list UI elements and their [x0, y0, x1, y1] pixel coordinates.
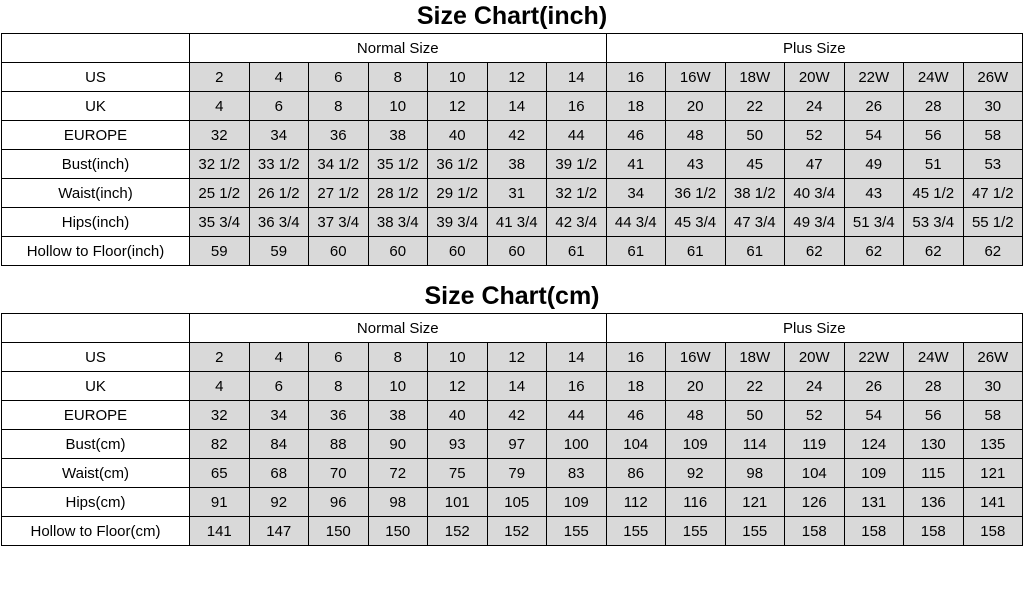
- table-cell: 105: [487, 488, 547, 517]
- table-cell: 22: [725, 92, 785, 121]
- table-cell: 2: [190, 343, 250, 372]
- table-cell: 8: [309, 372, 369, 401]
- table-cell: 158: [844, 517, 904, 546]
- table-row: [2, 459, 1023, 488]
- table-row: [2, 401, 1023, 430]
- table-cell: 40 3/4: [785, 179, 845, 208]
- table-cell: 45 1/2: [904, 179, 964, 208]
- table-cell: 26 1/2: [249, 179, 309, 208]
- table-row: [2, 343, 1023, 372]
- table-cell: 150: [368, 517, 428, 546]
- table-cell: 124: [844, 430, 904, 459]
- table-cell: 35 3/4: [190, 208, 250, 237]
- table-cell: 16: [547, 92, 607, 121]
- table-cell: 6: [309, 63, 369, 92]
- table-cell: 20W: [785, 343, 845, 372]
- table-cell: 45: [725, 150, 785, 179]
- row-header-label: Bust(cm): [2, 430, 190, 459]
- table-cell: 60: [428, 237, 488, 266]
- table-cell: 58: [963, 401, 1023, 430]
- table-cell: 155: [666, 517, 726, 546]
- table-cell: 116: [666, 488, 726, 517]
- table-cell: 62: [844, 237, 904, 266]
- table-cell: 31: [487, 179, 547, 208]
- table-cell: 100: [547, 430, 607, 459]
- table-row: [2, 488, 1023, 517]
- table-cell: 61: [547, 237, 607, 266]
- table-cell: 10: [368, 372, 428, 401]
- table-cell: 40: [428, 401, 488, 430]
- table-cell: 136: [904, 488, 964, 517]
- table-cell: 36 1/2: [666, 179, 726, 208]
- table-cell: 41 3/4: [487, 208, 547, 237]
- table-cell: 121: [725, 488, 785, 517]
- row-header-label: Hollow to Floor(cm): [2, 517, 190, 546]
- table-cell: 43: [844, 179, 904, 208]
- row-header-label: Hollow to Floor(inch): [2, 237, 190, 266]
- table-cell: 36: [309, 401, 369, 430]
- table-cell: 75: [428, 459, 488, 488]
- table-cell: 92: [666, 459, 726, 488]
- table-cell: 10: [428, 63, 488, 92]
- table-cell: 38: [368, 121, 428, 150]
- table-cell: 83: [547, 459, 607, 488]
- table-cell: 93: [428, 430, 488, 459]
- table-cell: 51 3/4: [844, 208, 904, 237]
- table-cell: 34: [249, 401, 309, 430]
- row-header-label: EUROPE: [2, 401, 190, 430]
- table-cell: 121: [963, 459, 1023, 488]
- table-cell: 25 1/2: [190, 179, 250, 208]
- table-cell: 58: [963, 121, 1023, 150]
- table-cell: 98: [725, 459, 785, 488]
- table-cell: 109: [666, 430, 726, 459]
- table-cell: 61: [606, 237, 666, 266]
- table-cell: 82: [190, 430, 250, 459]
- table-cell: 60: [487, 237, 547, 266]
- table-cell: 16: [606, 63, 666, 92]
- table-cell: 62: [963, 237, 1023, 266]
- table-cell: 18W: [725, 343, 785, 372]
- table-cell: 130: [904, 430, 964, 459]
- table-cell: 12: [428, 372, 488, 401]
- table-cell: 42: [487, 401, 547, 430]
- table-cell: 24W: [904, 63, 964, 92]
- group-header-normal-size: Normal Size: [190, 314, 607, 343]
- table-cell: 112: [606, 488, 666, 517]
- table-cell: 14: [547, 343, 607, 372]
- table-cell: 155: [725, 517, 785, 546]
- row-header-label: UK: [2, 372, 190, 401]
- table-cell: 16W: [666, 63, 726, 92]
- table-cell: 115: [904, 459, 964, 488]
- row-header-label: UK: [2, 92, 190, 121]
- table-cell: 155: [606, 517, 666, 546]
- table-cell: 38 3/4: [368, 208, 428, 237]
- table-cell: 14: [487, 372, 547, 401]
- table-cell: 8: [368, 343, 428, 372]
- table-cell: 22W: [844, 63, 904, 92]
- table-cell: 141: [963, 488, 1023, 517]
- table-cell: 104: [606, 430, 666, 459]
- table-cell: 155: [547, 517, 607, 546]
- table-cell: 12: [487, 343, 547, 372]
- table-cell: 22W: [844, 343, 904, 372]
- table-cell: 52: [785, 121, 845, 150]
- table-cell: 20W: [785, 63, 845, 92]
- table-cell: 30: [963, 372, 1023, 401]
- table-cell: 16W: [666, 343, 726, 372]
- table-cell: 39 3/4: [428, 208, 488, 237]
- table-cell: 34: [249, 121, 309, 150]
- table-row: [2, 63, 1023, 92]
- table-cell: 48: [666, 401, 726, 430]
- table-cell: 20: [666, 92, 726, 121]
- table-cell: 35 1/2: [368, 150, 428, 179]
- table-cell: 49: [844, 150, 904, 179]
- table-cell: 44: [547, 121, 607, 150]
- table-cell: 8: [368, 63, 428, 92]
- table-cell: 4: [249, 343, 309, 372]
- table-cell: 84: [249, 430, 309, 459]
- table-cell: 28: [904, 92, 964, 121]
- table-cell: 4: [190, 92, 250, 121]
- row-header-label: Bust(inch): [2, 150, 190, 179]
- table-cell: 59: [249, 237, 309, 266]
- section-spacer: [0, 266, 1024, 280]
- table-cell: 32: [190, 401, 250, 430]
- table-cell: 44 3/4: [606, 208, 666, 237]
- table-cell: 42: [487, 121, 547, 150]
- table-cell: 2: [190, 63, 250, 92]
- table-cell: 88: [309, 430, 369, 459]
- table-row: [2, 517, 1023, 546]
- row-header-label: EUROPE: [2, 121, 190, 150]
- table-cell: 152: [487, 517, 547, 546]
- group-header-normal-size: Normal Size: [190, 34, 607, 63]
- table-cell: 24W: [904, 343, 964, 372]
- table-cell: 47 1/2: [963, 179, 1023, 208]
- table-cell: 34: [606, 179, 666, 208]
- table-cell: 90: [368, 430, 428, 459]
- table-cell: 32 1/2: [190, 150, 250, 179]
- table-cell: 42 3/4: [547, 208, 607, 237]
- table-cell: 47 3/4: [725, 208, 785, 237]
- table-cell: 36 3/4: [249, 208, 309, 237]
- table-cell: 52: [785, 401, 845, 430]
- table-cell: 49 3/4: [785, 208, 845, 237]
- table-cell: 119: [785, 430, 845, 459]
- table-cell: 109: [547, 488, 607, 517]
- table-cell: 51: [904, 150, 964, 179]
- table-cell: 12: [428, 92, 488, 121]
- table-cell: 61: [666, 237, 726, 266]
- table-cell: 37 3/4: [309, 208, 369, 237]
- table-cell: 24: [785, 372, 845, 401]
- table-cell: 30: [963, 92, 1023, 121]
- table-cell: 28: [904, 372, 964, 401]
- table-cell: 8: [309, 92, 369, 121]
- table-cell: 6: [249, 372, 309, 401]
- table-cell: 97: [487, 430, 547, 459]
- table-cell: 32: [190, 121, 250, 150]
- size-chart-block: [0, 280, 1024, 546]
- table-cell: 72: [368, 459, 428, 488]
- table-cell: 46: [606, 401, 666, 430]
- table-group-header-row: [2, 34, 1023, 63]
- row-header-label: Waist(inch): [2, 179, 190, 208]
- table-corner-cell: [2, 314, 190, 343]
- table-row: [2, 92, 1023, 121]
- table-cell: 65: [190, 459, 250, 488]
- table-cell: 38: [368, 401, 428, 430]
- table-cell: 158: [785, 517, 845, 546]
- table-cell: 92: [249, 488, 309, 517]
- table-cell: 101: [428, 488, 488, 517]
- table-cell: 34 1/2: [309, 150, 369, 179]
- table-cell: 14: [487, 92, 547, 121]
- table-cell: 36 1/2: [428, 150, 488, 179]
- table-cell: 54: [844, 121, 904, 150]
- table-cell: 86: [606, 459, 666, 488]
- table-cell: 44: [547, 401, 607, 430]
- table-cell: 62: [785, 237, 845, 266]
- table-cell: 48: [666, 121, 726, 150]
- table-cell: 91: [190, 488, 250, 517]
- table-cell: 40: [428, 121, 488, 150]
- table-cell: 10: [368, 92, 428, 121]
- table-cell: 26: [844, 92, 904, 121]
- table-cell: 131: [844, 488, 904, 517]
- table-cell: 79: [487, 459, 547, 488]
- table-cell: 114: [725, 430, 785, 459]
- table-cell: 26W: [963, 63, 1023, 92]
- table-cell: 39 1/2: [547, 150, 607, 179]
- table-cell: 36: [309, 121, 369, 150]
- table-cell: 62: [904, 237, 964, 266]
- table-cell: 18W: [725, 63, 785, 92]
- row-header-label: Hips(inch): [2, 208, 190, 237]
- table-cell: 32 1/2: [547, 179, 607, 208]
- table-cell: 50: [725, 401, 785, 430]
- table-cell: 53 3/4: [904, 208, 964, 237]
- table-cell: 59: [190, 237, 250, 266]
- table-cell: 28 1/2: [368, 179, 428, 208]
- table-cell: 6: [309, 343, 369, 372]
- table-cell: 22: [725, 372, 785, 401]
- table-cell: 147: [249, 517, 309, 546]
- table-cell: 4: [249, 63, 309, 92]
- table-cell: 53: [963, 150, 1023, 179]
- table-cell: 55 1/2: [963, 208, 1023, 237]
- row-header-label: US: [2, 343, 190, 372]
- table-row: [2, 208, 1023, 237]
- table-row: [2, 121, 1023, 150]
- table-cell: 96: [309, 488, 369, 517]
- table-cell: 47: [785, 150, 845, 179]
- table-cell: 60: [368, 237, 428, 266]
- row-header-label: US: [2, 63, 190, 92]
- table-cell: 150: [309, 517, 369, 546]
- table-row: [2, 372, 1023, 401]
- table-cell: 18: [606, 92, 666, 121]
- table-cell: 45 3/4: [666, 208, 726, 237]
- table-cell: 14: [547, 63, 607, 92]
- table-cell: 12: [487, 63, 547, 92]
- table-cell: 54: [844, 401, 904, 430]
- chart-title: Size Chart(inch): [416, 2, 608, 30]
- table-cell: 38 1/2: [725, 179, 785, 208]
- table-cell: 4: [190, 372, 250, 401]
- table-cell: 70: [309, 459, 369, 488]
- size-chart-block: [0, 0, 1024, 266]
- table-cell: 126: [785, 488, 845, 517]
- group-header-plus-size: Plus Size: [606, 314, 1023, 343]
- group-header-plus-size: Plus Size: [606, 34, 1023, 63]
- table-row: [2, 237, 1023, 266]
- table-cell: 61: [725, 237, 785, 266]
- row-header-label: Waist(cm): [2, 459, 190, 488]
- table-cell: 16: [547, 372, 607, 401]
- table-group-header-row: [2, 314, 1023, 343]
- table-cell: 20: [666, 372, 726, 401]
- table-cell: 16: [606, 343, 666, 372]
- table-cell: 56: [904, 121, 964, 150]
- table-row: [2, 150, 1023, 179]
- table-cell: 141: [190, 517, 250, 546]
- table-cell: 98: [368, 488, 428, 517]
- table-cell: 56: [904, 401, 964, 430]
- table-corner-cell: [2, 34, 190, 63]
- table-cell: 46: [606, 121, 666, 150]
- size-table: [1, 33, 1023, 266]
- table-cell: 38: [487, 150, 547, 179]
- table-cell: 68: [249, 459, 309, 488]
- table-cell: 26W: [963, 343, 1023, 372]
- chart-title: Size Chart(cm): [424, 282, 600, 310]
- table-cell: 41: [606, 150, 666, 179]
- table-cell: 152: [428, 517, 488, 546]
- table-cell: 109: [844, 459, 904, 488]
- table-cell: 6: [249, 92, 309, 121]
- table-row: [2, 430, 1023, 459]
- row-header-label: Hips(cm): [2, 488, 190, 517]
- table-cell: 26: [844, 372, 904, 401]
- table-cell: 10: [428, 343, 488, 372]
- table-cell: 104: [785, 459, 845, 488]
- table-cell: 24: [785, 92, 845, 121]
- table-cell: 43: [666, 150, 726, 179]
- table-cell: 33 1/2: [249, 150, 309, 179]
- table-cell: 27 1/2: [309, 179, 369, 208]
- table-cell: 135: [963, 430, 1023, 459]
- table-cell: 60: [309, 237, 369, 266]
- table-cell: 18: [606, 372, 666, 401]
- table-row: [2, 179, 1023, 208]
- size-table: [1, 313, 1023, 546]
- table-cell: 50: [725, 121, 785, 150]
- table-cell: 158: [904, 517, 964, 546]
- table-cell: 29 1/2: [428, 179, 488, 208]
- table-cell: 158: [963, 517, 1023, 546]
